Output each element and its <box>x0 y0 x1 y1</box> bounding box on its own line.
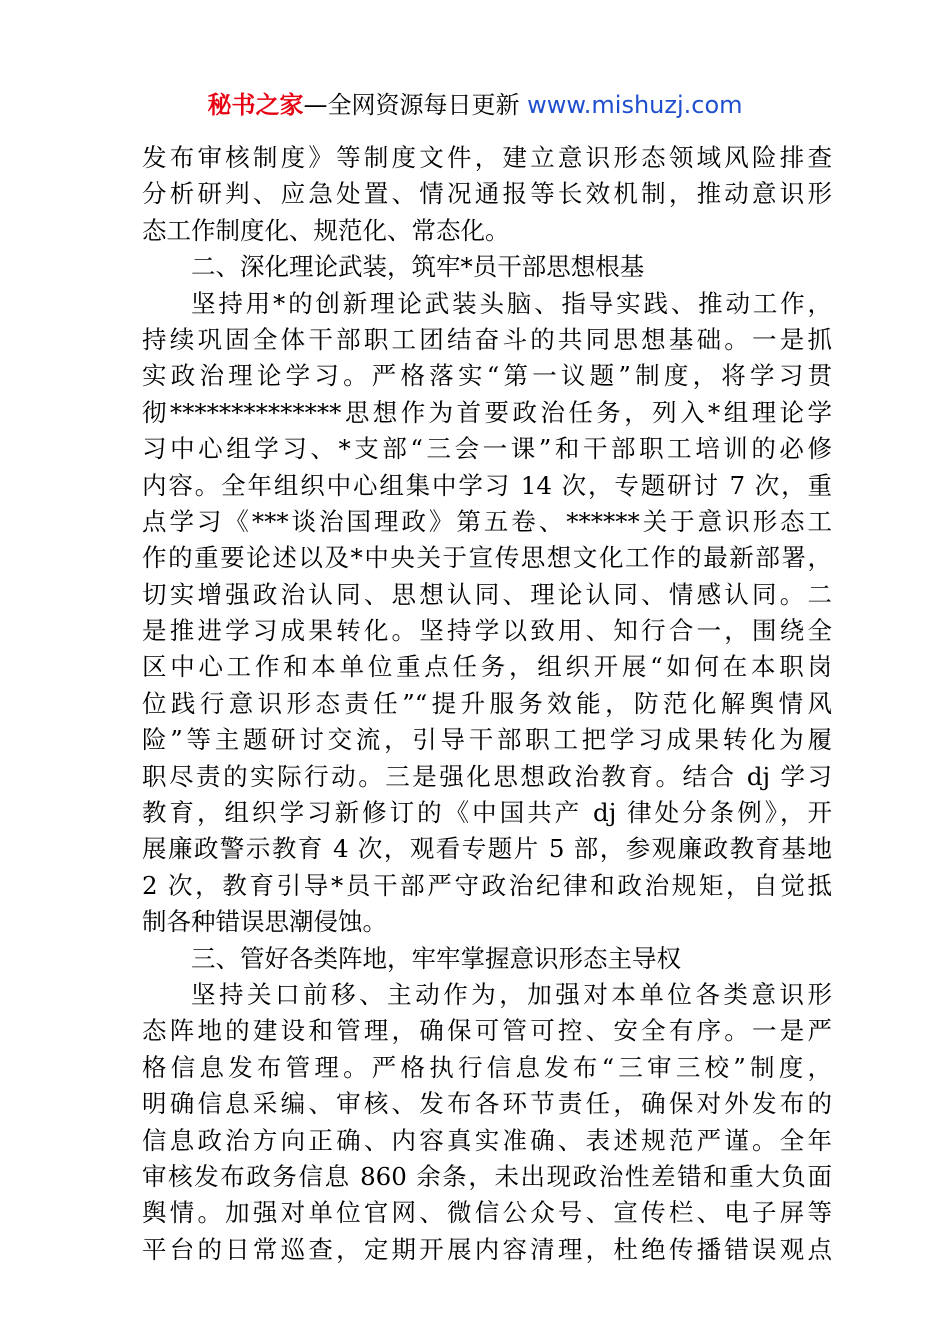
body-line: 格信息发布管理。严格执行信息发布“三审三校”制度， <box>142 1052 832 1082</box>
header-tagline: —全网资源每日更新 <box>303 91 528 119</box>
body-line: 职尽责的实际行动。三是强化思想政治教育。结合 dj 学习 <box>142 761 832 791</box>
header-brand: 秘书之家 <box>207 91 304 119</box>
body-line: 实政治理论学习。严格落实“第一议题”制度，将学习贯 <box>142 361 832 391</box>
body-line: 内容。全年组织中心组集中学习 14 次，专题研讨 7 次，重 <box>142 470 832 500</box>
body-line: 险”等主题研讨交流，引导干部职工把学习成果转化为履 <box>142 725 832 755</box>
body-line: 区中心工作和本单位重点任务，组织开展“如何在本职岗 <box>142 652 832 682</box>
body-line: 坚持关口前移、主动作为，加强对本单位各类意识形 <box>191 979 832 1009</box>
section-heading-3: 三、管好各类阵地，牢牢掌握意识形态主导权 <box>191 943 681 973</box>
body-line: 态阵地的建设和管理，确保可管可控、安全有序。一是严 <box>142 1016 832 1046</box>
page-header <box>0 88 950 122</box>
body-line: 明确信息采编、审核、发布各环节责任，确保对外发布的 <box>142 1089 832 1119</box>
body-line: 制各种错误思潮侵蚀。 <box>142 907 387 937</box>
body-line: 位践行意识形态责任”“提升服务效能，防范化解舆情风 <box>142 688 832 718</box>
body-line: 展廉政警示教育 4 次，观看专题片 5 部，参观廉政教育基地 <box>142 834 832 864</box>
body-line: 教育，组织学习新修订的《中国共产 dj 律处分条例》，开 <box>142 798 832 828</box>
section-heading-2: 二、深化理论武装，筑牢*员干部思想根基 <box>191 252 645 282</box>
body-line: 作的重要论述以及*中央关于宣传思想文化工作的最新部署， <box>142 543 832 573</box>
body-line: 切实增强政治认同、思想认同、理论认同、情感认同。二 <box>142 579 832 609</box>
body-line: 分析研判、应急处置、情况通报等长效机制，推动意识形 <box>142 179 832 209</box>
header-url-link[interactable]: www.mishuzj.com <box>527 91 743 119</box>
body-line: 舆情。加强对单位官网、微信公众号、宣传栏、电子屏等 <box>142 1198 832 1228</box>
body-line: 发布审核制度》等制度文件，建立意识形态领域风险排查 <box>142 143 832 172</box>
body-line: 坚持用*的创新理论武装头脑、指导实践、推动工作， <box>191 288 832 318</box>
body-line: 持续巩固全体干部职工团结奋斗的共同思想基础。一是抓 <box>142 324 832 354</box>
document-body <box>142 140 832 1268</box>
body-line: 审核发布政务信息 860 余条，未出现政治性差错和重大负面 <box>142 1161 832 1191</box>
body-line: 是推进学习成果转化。坚持学以致用、知行合一，围绕全 <box>142 616 832 646</box>
body-line: 态工作制度化、规范化、常态化。 <box>142 215 510 245</box>
body-line: 点学习《***谈治国理政》第五卷、******关于意识形态工 <box>142 506 832 536</box>
body-line: 彻**************思想作为首要政治任务，列入*组理论学 <box>142 397 832 427</box>
body-line: 习中心组学习、*支部“三会一课”和干部职工培训的必修 <box>142 434 832 464</box>
body-line: 平台的日常巡查，定期开展内容清理，杜绝传播错误观点 <box>142 1234 832 1264</box>
body-line: 信息政治方向正确、内容真实准确、表述规范严谨。全年 <box>142 1125 832 1155</box>
body-line: 2 次，教育引导*员干部严守政治纪律和政治规矩，自觉抵 <box>142 870 832 900</box>
